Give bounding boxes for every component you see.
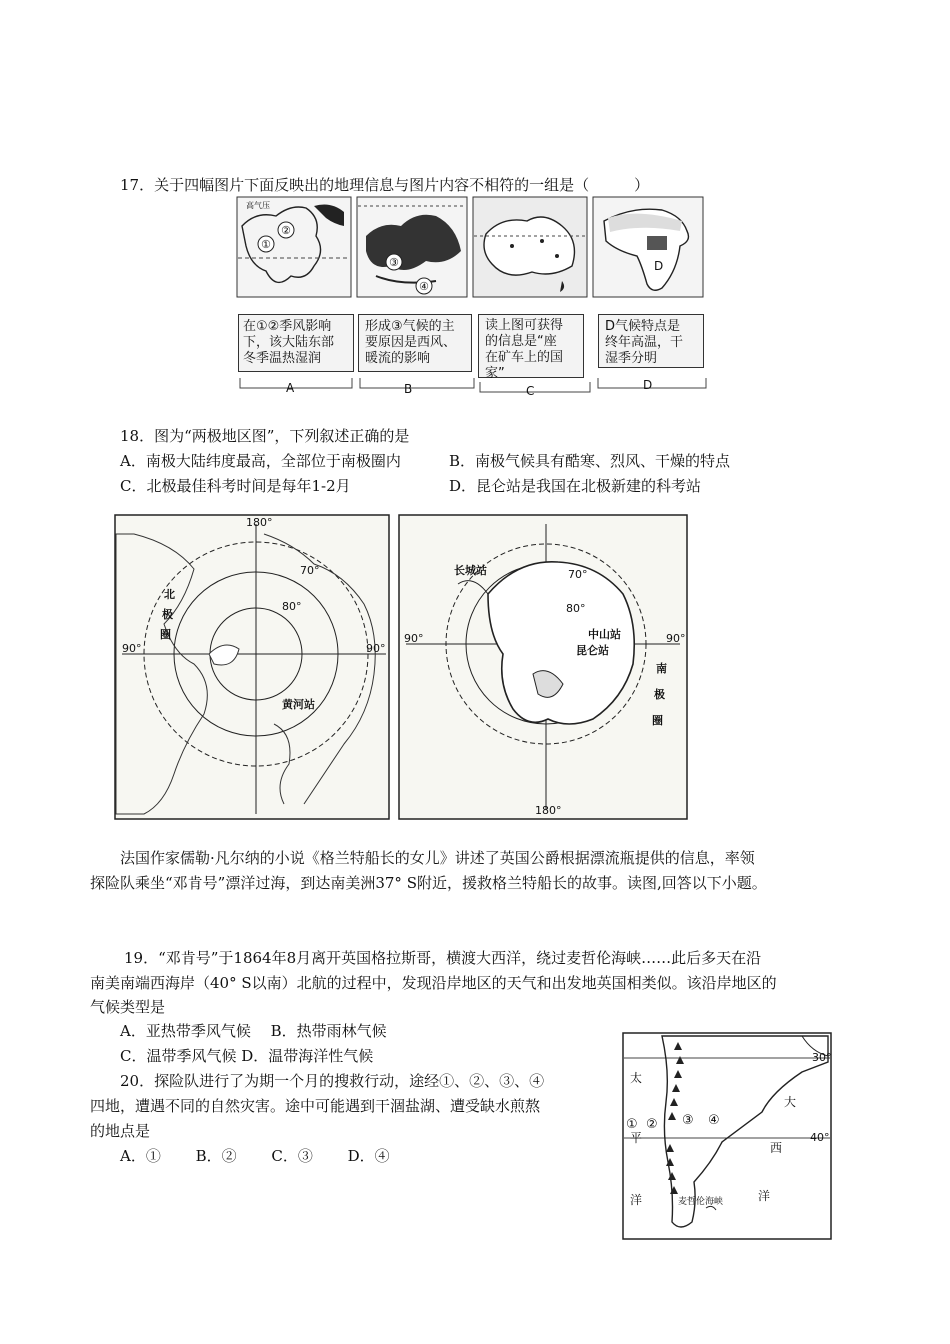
- q20-options: A．① B．② C．③ D．④: [120, 1147, 390, 1165]
- sa-map-point-1: ①: [626, 1117, 638, 1132]
- q17-map-d: [593, 197, 703, 297]
- sa-map-pacific-3: 洋: [630, 1193, 643, 1207]
- q17-map-b-mark-4: ④: [419, 280, 429, 293]
- q20-line-1: 20．探险队进行了为期一个月的搜救行动，途经①、②、③、④: [120, 1072, 545, 1090]
- q17-letter-c: C: [526, 384, 535, 398]
- south-map-90-right: 90°: [666, 632, 686, 645]
- south-america-map: [622, 1032, 832, 1240]
- q19-line-3: 气候类型是: [90, 998, 166, 1016]
- sa-map-strait: 麦哲伦海峡: [678, 1197, 724, 1207]
- q19-options-ab: A．亚热带季风气候 B．热带雨林气候: [120, 1022, 387, 1040]
- q17-caption-d: D气候特点是 终年高温，干 湿季分明: [598, 314, 704, 368]
- south-polar-map: [398, 514, 688, 820]
- sa-map-pacific-1: 太: [630, 1071, 643, 1085]
- south-map-station-zhongshan: 中山站: [588, 628, 621, 641]
- south-map-180: 180°: [535, 804, 562, 817]
- q18-option-b: B．南极气候具有酷寒、烈风、干燥的特点: [449, 452, 731, 470]
- q18-stem: 18．图为“两极地区图”，下列叙述正确的是: [120, 427, 410, 445]
- q17-letter-d: D: [643, 378, 653, 392]
- north-map-lat80: 80°: [282, 600, 302, 613]
- north-map-180: 180°: [246, 516, 273, 529]
- south-map-lat80: 80°: [566, 602, 586, 615]
- north-map-lat70: 70°: [300, 564, 320, 577]
- passage-line-2: 探险队乘坐“邓肯号”漂洋过海，到达南美洲37° S附近，援救格兰特船长的故事。读图,回答以下小题。: [90, 874, 767, 892]
- north-polar-map: [114, 514, 390, 820]
- south-map-station-changcheng: 长城站: [454, 564, 487, 577]
- q17-maps: [236, 196, 706, 300]
- q17-map-d-mark: D: [654, 259, 664, 273]
- south-map-90-left: 90°: [404, 632, 424, 645]
- south-map-region-2: 极: [654, 688, 665, 701]
- q17-letter-a: A: [286, 381, 295, 395]
- south-map-region-3: 圈: [652, 714, 663, 727]
- sa-map-pacific-2: 平: [630, 1131, 643, 1145]
- q17-caption-a: 在①②季风影响 下，该大陆东部 冬季温热湿润: [238, 314, 354, 372]
- q17-map-b-mark-3: ③: [389, 256, 399, 269]
- north-map-region-3: 圈: [160, 628, 171, 641]
- q19-options-cd: C．温带季风气候 D．温带海洋性气候: [120, 1047, 374, 1065]
- sa-map-point-4: ④: [708, 1113, 720, 1128]
- q19-line-1: 19．“邓肯号”于1864年8月离开英国格拉斯哥，横渡大西洋，绕过麦哲伦海峡……此后多天在沿: [124, 949, 762, 967]
- q17-caption-b: 形成③气候的主 要原因是西风、 暖流的影响: [358, 314, 472, 372]
- sa-map-lat30: 30°: [812, 1051, 832, 1064]
- north-map-90-left: 90°: [122, 642, 142, 655]
- q17-map-a-mark-1: ①: [261, 238, 271, 251]
- q19-line-2: 南美南端西海岸（40° S以南）北航的过程中，发现沿岸地区的天气和出发地英国相类似。该沿岸地区的: [90, 974, 777, 992]
- q18-option-d: D．昆仑站是我国在北极新建的科考站: [449, 477, 702, 495]
- sa-map-point-2: ②: [646, 1117, 658, 1132]
- q17-map-a-mark-2: ②: [281, 224, 291, 237]
- q17-brackets: [230, 372, 710, 402]
- q17-letter-b: B: [404, 382, 413, 396]
- sa-map-atlantic-2: 西: [770, 1141, 783, 1155]
- south-map-region-1: 南: [656, 662, 667, 675]
- north-map-90-right: 90°: [366, 642, 386, 655]
- south-map-lat70: 70°: [568, 568, 588, 581]
- sa-map-point-3: ③: [682, 1113, 694, 1128]
- q20-line-3: 的地点是: [90, 1122, 151, 1140]
- q17-map-b: [357, 197, 467, 297]
- q17-stem: 17．关于四幅图片下面反映出的地理信息与图片内容不相符的一组是（ ）: [120, 176, 650, 194]
- north-map-region-1: 北: [164, 588, 175, 601]
- sa-map-atlantic-3: 洋: [758, 1189, 771, 1203]
- q17-map-a: [237, 197, 351, 297]
- sa-map-atlantic-1: 大: [784, 1095, 797, 1109]
- q20-line-2: 四地，遭遇不同的自然灾害。途中可能遇到干涸盐湖、遭受缺水煎熬: [90, 1097, 541, 1115]
- north-map-region-2: 极: [162, 608, 173, 621]
- q17-map-a-text: 高气压: [246, 201, 270, 210]
- q17-map-c: [473, 197, 587, 297]
- sa-map-lat40: 40°: [810, 1131, 830, 1144]
- south-map-station-kunlun: 昆仑站: [576, 644, 609, 657]
- q17-caption-c: 读上图可获得 的信息是“座 在矿车上的国 家”: [478, 314, 584, 378]
- q18-option-a: A．南极大陆纬度最高，全部位于南极圈内: [120, 452, 401, 470]
- passage-line-1: 法国作家儒勒·凡尔纳的小说《格兰特船长的女儿》讲述了英国公爵根据漂流瓶提供的信息，率领: [120, 849, 755, 867]
- q18-option-c: C．北极最佳科考时间是每年1-2月: [120, 477, 351, 495]
- north-map-station: 黄河站: [282, 698, 315, 711]
